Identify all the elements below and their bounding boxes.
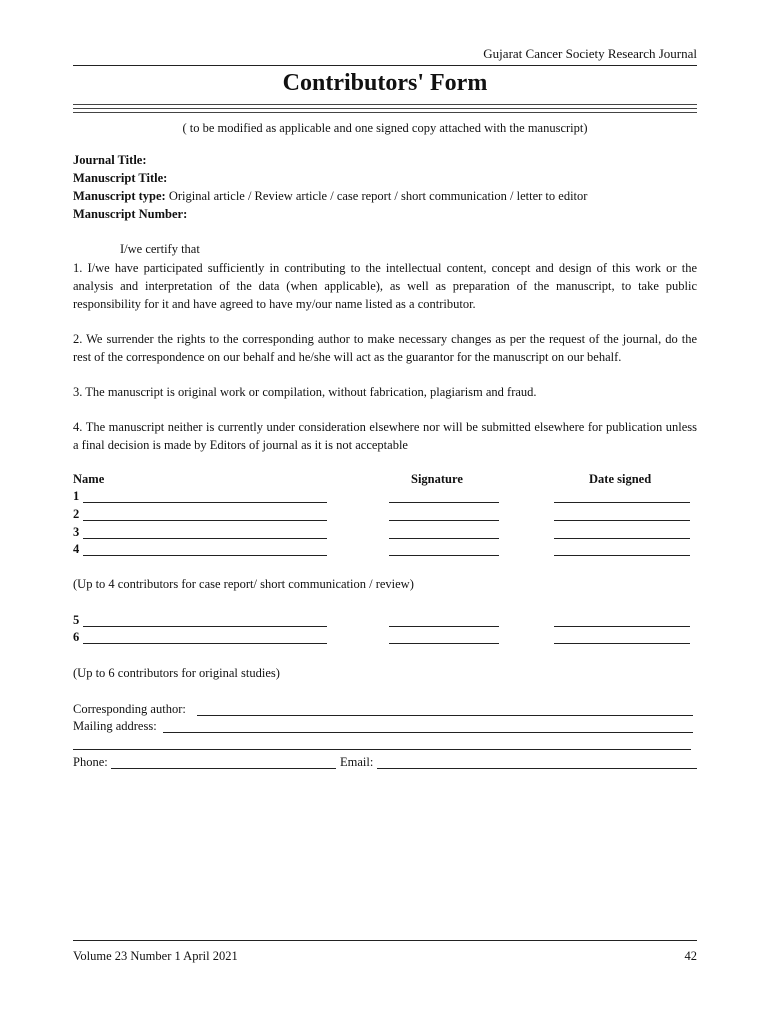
- manuscript-type-options: Original article / Review article / case report / short communication / letter to editor: [165, 189, 588, 203]
- signature-line[interactable]: [389, 626, 499, 627]
- date-line[interactable]: [554, 626, 690, 627]
- column-signature: Signature: [411, 472, 463, 486]
- certify-intro: I/we certify that: [120, 242, 200, 256]
- title-rule: [73, 108, 697, 109]
- issue-info: Volume 23 Number 1 April 2021: [73, 949, 238, 963]
- signature-line[interactable]: [389, 520, 499, 521]
- manuscript-title-field: [73, 171, 167, 186]
- row-number: 6: [73, 630, 80, 644]
- manuscript-type-label: Manuscript type:: [73, 189, 166, 203]
- journal-name: Gujarat Cancer Society Research Journal: [483, 46, 697, 61]
- declaration-item-3: 3. The manuscript is original work or compilation, without fabrication, plagiarism and fraud.: [73, 385, 537, 399]
- manuscript-number-field: [73, 207, 187, 222]
- signature-line[interactable]: [389, 643, 499, 644]
- row-number: 3: [73, 525, 80, 539]
- journal-title-field: [73, 153, 147, 168]
- name-line[interactable]: [83, 538, 327, 539]
- row-number: 2: [73, 507, 80, 521]
- column-name: Name: [73, 472, 105, 486]
- email-label: Email:: [340, 755, 374, 769]
- declaration-item-2: 2. We surrender the rights to the corresponding author to make necessary changes as per the request of the journal, do the rest of the correspondence on our behalf and he/she will act as the guarantor for the manuscript on our behalf.: [73, 332, 697, 364]
- phone-line[interactable]: [111, 768, 336, 769]
- name-line[interactable]: [83, 502, 327, 503]
- declaration-item-4: 4. The manuscript neither is currently under consideration elsewhere nor will be submitted elsewhere for publication unless a final decision is made by Editors of journal as it is not acceptable: [73, 420, 697, 452]
- manuscript-number-label: Manuscript Number:: [73, 207, 188, 221]
- date-line[interactable]: [554, 538, 690, 539]
- signature-line[interactable]: [389, 502, 499, 503]
- date-line[interactable]: [554, 555, 690, 556]
- date-line[interactable]: [554, 502, 690, 503]
- page-title: Contributors' Form: [282, 70, 488, 96]
- corresponding-author-line[interactable]: [197, 715, 693, 716]
- title-rule: [73, 112, 697, 113]
- mailing-address-line[interactable]: [163, 732, 693, 733]
- row-number: 1: [73, 489, 80, 503]
- declaration-item-1: 1. I/we have participated sufficiently in contributing to the intellectual content, concept and design of this work or the analysis and interpretation of the data (when applicable), as well as preparation of the manuscript, to take public responsibility for it and have agreed to have my/our name listed as a contributor.: [73, 261, 697, 311]
- mailing-address-line-2[interactable]: [73, 749, 691, 750]
- signature-line[interactable]: [389, 538, 499, 539]
- date-line[interactable]: [554, 520, 690, 521]
- manuscript-title-label: Manuscript Title:: [73, 171, 168, 185]
- date-line[interactable]: [554, 643, 690, 644]
- name-line[interactable]: [83, 643, 327, 644]
- row-number: 4: [73, 542, 80, 556]
- contributor-limit-note: (Up to 4 contributors for case report/ short communication / review): [73, 577, 414, 591]
- form-instruction: ( to be modified as applicable and one signed copy attached with the manuscript): [182, 121, 588, 135]
- row-number: 5: [73, 613, 80, 627]
- manuscript-type-field: [73, 189, 587, 204]
- journal-title-label: Journal Title:: [73, 153, 147, 167]
- header-rule: [73, 65, 697, 66]
- contributor-limit-note: (Up to 6 contributors for original studies): [73, 666, 280, 680]
- name-line[interactable]: [83, 626, 327, 627]
- phone-label: Phone:: [73, 755, 108, 769]
- footer-rule: [73, 940, 697, 941]
- name-line[interactable]: [83, 520, 327, 521]
- page-number: 42: [684, 949, 697, 963]
- signature-line[interactable]: [389, 555, 499, 556]
- column-date-signed: Date signed: [589, 472, 652, 486]
- email-line[interactable]: [377, 768, 697, 769]
- corresponding-author-label: Corresponding author:: [73, 702, 186, 716]
- title-rule: [73, 104, 697, 105]
- mailing-address-label: Mailing address:: [73, 719, 157, 733]
- name-line[interactable]: [83, 555, 327, 556]
